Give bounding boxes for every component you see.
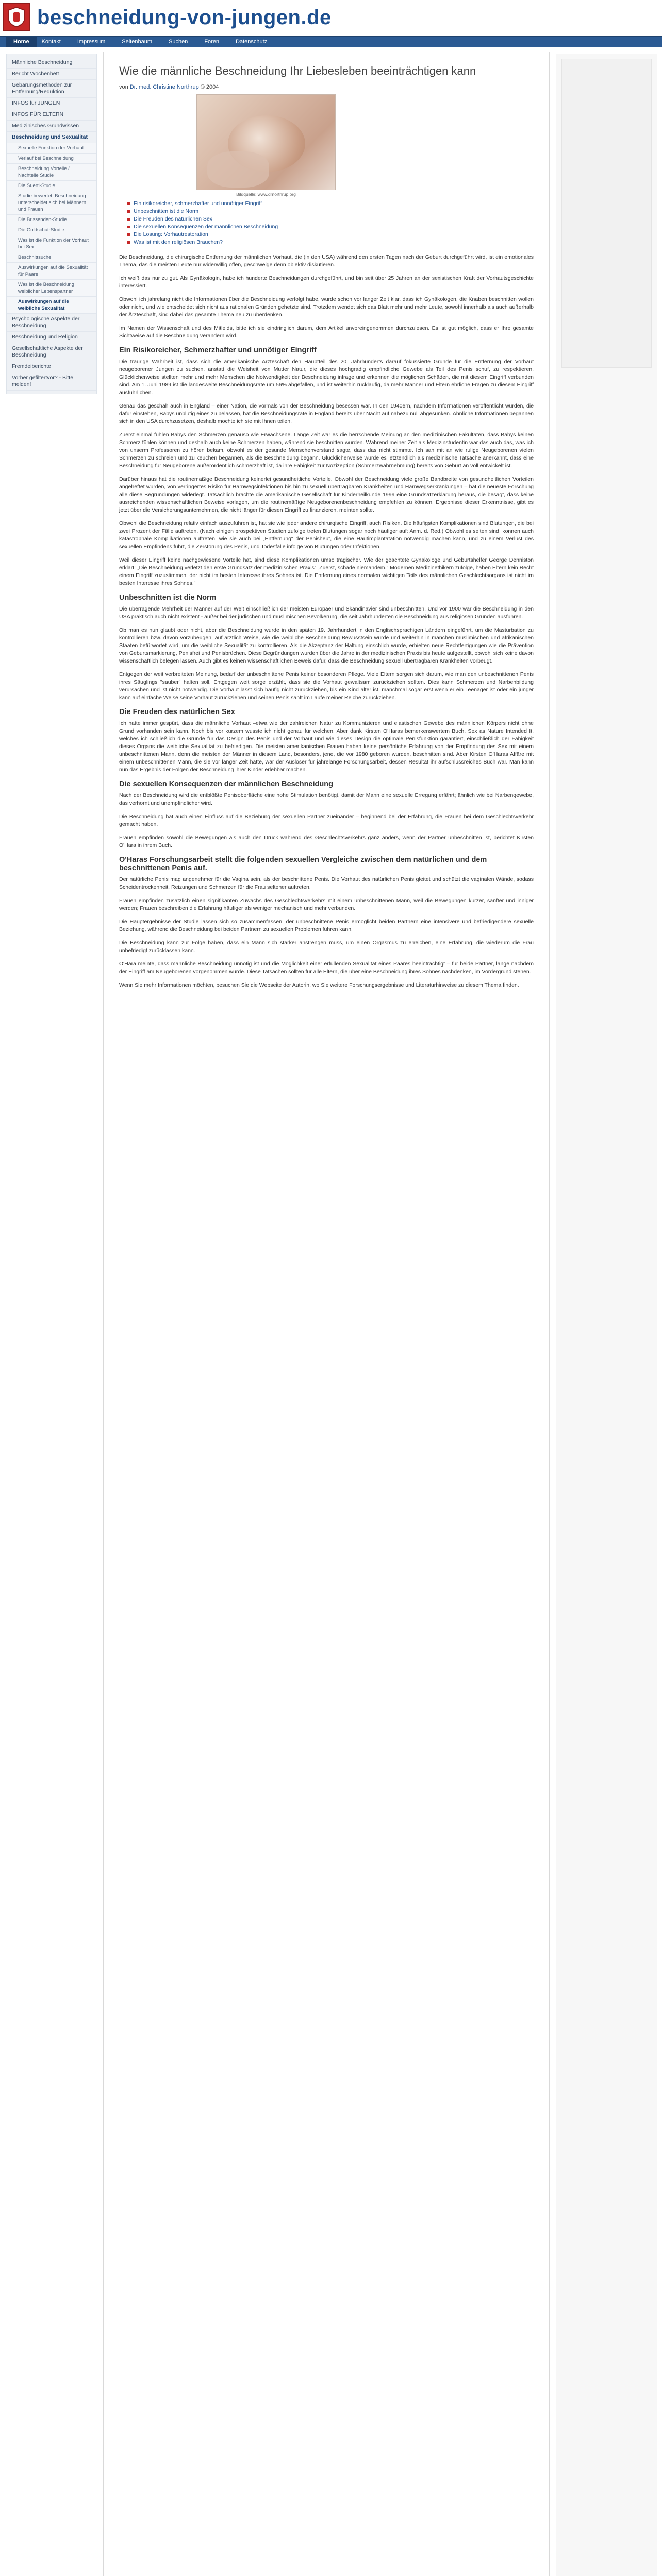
sidebar-subitem[interactable]: Sexuelle Funktion der Vorhaut [7, 143, 96, 154]
section-paragraph: Die überragende Mehrheit der Männer auf der Welt einschließlich der meisten Europäer und Skandinavier sind unbeschnitten. Und vor 1900 war die Beschneidung in den USA praktisch auch nicht existent - außer bei der jüdischen und muslimischen Bevölkerung, die seit Jahrhunderten die Beschneidung aus religiösen Gründen ausführen. [119, 606, 534, 620]
article-photo [196, 94, 336, 190]
section-paragraph: Obwohl die Beschneidung relativ einfach auszuführen ist, hat sie wie jeder andere chirurgische Eingriff, auch Risiken. Die häufigsten Komplikationen sind Blutungen, die bei zwei Prozent der Fälle auftreten. (Nach einigen prospektiven Studien zufolge treten Blutungen sogar noch häufiger auf: Anm. d. Red.) Obwohl es selten sind, können auch katastrophale Komplikationen auftreten, wie sie auch bei „Entfernung" der Penisheut, die eine Hautimplantatation notwendig machen kann, und zu einem Verlust des sexuellen Empfindens führt, die Zerstörung des Penis, und Todesfälle infolge von Blutungen oder Infektionen. [119, 520, 534, 550]
bullet-icon [127, 202, 130, 205]
main-content [103, 52, 550, 2576]
section-paragraph: Nach der Beschneidung wird die entblößte Penisoberfläche eine hohe Stimulation benötigt, damit der Mann eine sexuelle Erregung erfährt; ähnlich wie bei Narbengewebe, das verhornt und unempfindlicher wird. [119, 792, 534, 806]
section-paragraph: Ich hatte immer gespürt, dass die männliche Vorhaut –etwa wie der zahlreichen Natur zu Kommunizieren und elastischen Gewebe des männlichen Körpers nicht ohne Grund vorhanden sein kann. Noch bis vor kurzem wusste ich nicht genau für welchen. Aber dank Kirsten O'Haras bemerkenswertem Buch, Sex as Nature Intended It, welches ich schließlich die Gründe für das Design des Penis und der Vorhaut und wie dieses Design die optimale Penisfunktion garantiert, einschließlich der Fähigkeit dieses Organs die weibliche Sexualität zu befriedigen. Die meisten amerikanischen Frauen haben keine persönliche Erfahrung von der Empfindung des Sex mit einem unbeschnittenen Mann, denn die meisten der Männer in diesem Land, besonders, jene, die vor 1980 geboren wurden, beschnitten sind. Aber Kirsten O'Haras Affäre mit einem unbeschnittenen Mann, die sie vor langer Zeit hatte, war der Auslöser für jahrelange Forschungsarbeit, dessen Resultat ihr aufschlussreiches Buch war. Man kann nun das Ergebnis der Folgen der Beschneidung ihrer Kinder erlebbar machen. [119, 720, 534, 773]
section-paragraph: Ob man es nun glaubt oder nicht, aber die Beschneidung wurde in den späten 19. Jahrhundert in den Englischsprachigen Ländern eingeführt, um die Masturbation zu kontrollieren bzw. davon vorzubeugen, auf ärztlich Weise, wie die weibliche Beschneidung Bewusstsein wurde und weiterhin in manchen muslimischen und afrikanischen Staaten befürwortet wird, um die weibliche Sexualität zu kontrollieren. Als die Akzeptanz der Haltung einschlich wurde, erhielten neue Rechtfertigungen wie die Prävention von Geburtsmarkierung, Penisfrei und Penisbrüchen. Diese Begründungen wurden über die Jahre in der medizinischen Praxis bis heute aufgestellt, obwohl sich keine davon wissenschaftlich belegen lassen. Auch gibt es keinen wissenschaftlichen Beweis dafür, dass die Beschneidung sexuell übertragbaren Krankheiten vorbeugt. [119, 627, 534, 664]
section-paragraph: Die traurige Wahrheit ist, dass sich die amerikanische Ärzteschaft den Hauptteil des 20. Jahrhunderts darauf fokussierte Gründe für die Entfernung der Vorhaut neugeborener Jungen zu suchen, anstatt die Weisheit von Mutter Natur, die dieses hochgradig empfindliche Gewebe als Teil des Penis schuf, zu respektieren. Glücklicherweise stellten mehr und mehr Menschen die Notwendigkeit der Beschneidung infrage und erkennen die möglichen Schäden, die mit diesem Eingriff verbunden sind. Am 1. Juni 1989 ist die landesweite Beschneidungsrate um 56% abgefallen, und ist weiterhin rückläufig, da mehr Männer und Eltern ehrliche Fragen zu diesem Eingriff ausführlichen. [119, 359, 534, 396]
toc-item[interactable]: Unbeschnitten ist die Norm [127, 208, 534, 215]
sidebar-subitem[interactable]: Studie bewertet: Beschneidung unterscheidet sich bei Männern und Frauen [7, 191, 96, 215]
toc-item[interactable]: Die Lösung: Vorhautrestoration [127, 231, 534, 239]
sidebar-item[interactable]: Männliche Beschneidung [7, 57, 96, 69]
toc-item[interactable]: Was ist mit den religiösen Bräuchen? [127, 239, 534, 246]
sidebar-item[interactable]: INFOS für JUNGEN [7, 98, 96, 109]
sidebar-subitem[interactable]: Die Brissenden-Studie [7, 215, 96, 225]
right-column [556, 54, 657, 2576]
sidebar-subitem[interactable]: Was ist die Funktion der Vorhaut bei Sex [7, 235, 96, 252]
bullet-icon [127, 226, 130, 228]
intro-paragraph: Ich weiß das nur zu gut. Als Gynäkologin, habe ich hunderte Beschneidungen durchgeführt, und bin seit über 25 Jahren an der sexistischen Kraft der Vorhautsgeschichte interessiert. [119, 275, 534, 289]
nav-seitenbaum[interactable]: Seitenbaum [122, 39, 152, 45]
section-heading: Die Freuden des natürlichen Sex [119, 708, 235, 716]
sidebar-item[interactable]: Beschneidung und Religion [7, 332, 96, 343]
byline [119, 84, 534, 90]
intro-paragraph: Obwohl ich jahrelang nicht die Informationen über die Beschneidung verfolgt habe, wurde schon vor langer Zeit klar, dass ich Gynäkologen, die Knaben beschnitten wollen oder nicht, und wie entscheidet sich nicht aus rationalen Gründen gehetzte sind. Trotzdem wendet sich das Blatt mehr und mehr Leute, sowohl innerhalb als auch außerhalb der Ärzteschaft, sind dabei das gesamte Thema neu zu überdenken. [119, 296, 534, 318]
section-paragraph: Der natürliche Penis mag angenehmer für die Vagina sein, als der beschnittene Penis. Die Vorhaut des natürlichen Penis gleitet und schützt die vaginalen Wände, sodass Scheidentrockenheit, Reizungen und Schmerzen für die Frau seltener auftreten. [119, 876, 534, 890]
nav-foren[interactable]: Foren [204, 39, 220, 45]
toc-item[interactable]: Die Freuden des natürlichen Sex [127, 215, 534, 223]
bullet-icon [127, 218, 130, 221]
section-heading: O'Haras Forschungsarbeit stellt die folgenden sexuellen Vergleiche zwischen dem natürlichen und dem beschnittenen Penis auf. [119, 856, 487, 872]
sidebar-item[interactable]: Fremdeiberichte [7, 361, 96, 372]
nav-datenschutz[interactable]: Datenschutz [236, 39, 268, 45]
sidebar-menu [6, 54, 97, 394]
shield-logo-icon[interactable] [3, 3, 30, 31]
sidebar-item[interactable]: Gesellschaftliche Aspekte der Beschneidung [7, 343, 96, 361]
section-paragraph: Entgegen der weit verbreiteten Meinung, bedarf der unbeschnittene Penis keiner besonderen Pflege. Viele Eltern sorgen sich darum, wie man den unbeschnittenen Penis ihres Säuglings "sauber" halten soll. Entgegen weit sorge erzählt, dass sie die Vorhaut gewaltsam zurückziehen sollten. Dies kann Schmerzen und Narbenbildung verursachen und ist nicht notwendig. Die Vorhaut lässt sich häufig nicht zurückziehen, bis ein Kind älter ist, manchmal sogar erst wenn er ein Teenager ist oder ein junger kann auf einfache Weise seine Vorhaut zurückziehen und seinen Penis sanft im Laufe meiner Reiche zurückziehen. [119, 671, 534, 701]
nav-impressum[interactable]: Impressum [77, 39, 106, 45]
section-paragraph: Frauen empfinden sowohl die Bewegungen als auch den Druck während des Geschlechtsverkehrs ganz anders, wenn der Partner unbeschnitten ist, berichtet Kirsten O'Hara in ihrem Buch. [119, 835, 534, 849]
closing-paragraph: Die Beschneidung kann zur Folge haben, dass ein Mann sich stärker anstrengen muss, um einen Orgasmus zu erreichen, eine Erfahrung, die wiederum die Frau unbefriedigt zurücklassen kann. [119, 940, 534, 954]
bullet-icon [127, 210, 130, 213]
intro-paragraph: Die Beschneidung, die chirurgische Entfernung der männlichen Vorhaut, die (in den USA) während den ersten Tagen nach der Geburt durchgeführt wird, ist ein emotionales Thema, das die meisten Leute nur widerwillig offen, geschweige denn objektiv diskutieren. [119, 254, 534, 268]
sidebar [6, 54, 97, 394]
nav-home[interactable]: Home [6, 37, 37, 47]
intro-paragraph: Im Namen der Wissenschaft und des Mitleids, bitte ich sie eindringlich darum, dem Artikel unvoreingenommen durchzulesen. Es ist gut möglich, dass er Ihre gesamte Sichtweise auf die Beschneidung verändern wird. [119, 325, 534, 339]
shield-logo-icon-graphic [6, 6, 27, 28]
closing-paragraph: Wenn Sie mehr Informationen möchten, besuchen Sie die Webseite der Autorin, wo Sie weitere Forschungsergebnisse und Literaturhinweise zu diesem Thema finden. [119, 982, 519, 988]
sidebar-item[interactable]: Vorher gefiltertvor? - Bitte melden! [7, 372, 96, 391]
sidebar-subitem[interactable]: Verlauf bei Beschneidung [7, 154, 96, 164]
author-link[interactable]: Dr. med. Christine Northrup [129, 84, 199, 90]
toc-item[interactable]: Die sexuellen Konsequenzen der männlichen Beschneidung [127, 223, 534, 231]
section-paragraph: Zuerst einmal fühlen Babys den Schmerzen genauso wie Erwachsene. Lange Zeit war es die herrschende Meinung an den medizinischen Fakultäten, dass Babys keinen Schmerz fühlen können und deshalb auch keine Schmerzen haben, während sie beschnitten wurden. Während meiner Zeit als Medizinstudentin war das auch das, was ich von unserm Professoren zu hören bekam, obwohl es der gesunde Menschenverstand sagte, dass das nicht stimmte. Ich sah mit an wie rulige Neugeborenen vielen Schmerzen zu schreien und zu keuchen begannen, als die Beschneidung begann. Glücklicherweise wurde es letztendlich als medizinische Tatsache anerkannt, dass eine Beschneidung für Neugeborene außerordentlich schmerzhaft ist, da ihre Fähigkeit zur Nozizeption (Schmerzwahrnehmung) bereits von Geburt an voll entwickelt ist. [119, 432, 534, 469]
sidebar-subitem-active[interactable]: Auswirkungen auf die weibliche Sexualität [7, 297, 96, 314]
section-paragraph: Darüber hinaus hat die routinemäßige Beschneidung keinerlei gesundheitliche Vorteile. Obwohl der Beschneidung viele große Bandbreite von gesundheitlichen Vorteilen angeheftet wurden, von verringertes Risiko für Harnwegsinfektionen bis hin zu sexuell übertragbaren Krankheiten und Harnwegserkrankungen – hat die neueste Forschung alle diese Begründungen widerlegt. Tatsächlich brachte die amerikanische Gesellschaft für Kinderheilkunde 1999 eine Grundsatzerklärung heraus, die besagt, dass keine ausreichenden wissenschaftlichen Beweise vorlagen, um die routinemäßige Neugeborenenbeschneidung empfehlen zu können. Ergebnisse dieser Erkenntnisse, gibt es jetzt über die Versicherungsunternehmen, die nicht länger für diesen Eingriff zu finanzieren, meinten sollte. [119, 476, 534, 513]
sidebar-subitem[interactable]: Beschnittsuche [7, 252, 96, 263]
sidebar-subitem[interactable]: Die Suerti-Studie [7, 181, 96, 191]
sidebar-subitem[interactable]: Die Goldschut-Studie [7, 225, 96, 235]
nav-suchen[interactable]: Suchen [169, 39, 188, 45]
sidebar-subitem[interactable]: Auswirkungen auf die Sexualität für Paare [7, 263, 96, 280]
nav-kontakt[interactable]: Kontakt [41, 39, 61, 45]
bullet-icon [127, 233, 130, 236]
bullet-icon [127, 241, 130, 244]
section-paragraph: Weil dieser Eingriff keine nachgewiesene Vorteile hat, sind diese Komplikationen umso tragischer. Wie der geachtete Gynäkologe und Geburtshelfer George Denniston erklärt: „Die Beschneidung verletzt den erste Grundsatz der medizinischen Praxis: „Zuerst, schade niemandem." Modernen Medizinethikern zufolge, haben Eltern kein Recht einem Eingriff zuzustimmen, der nicht im besten Interesse ihres Sohnes ist. Die Entfernung eines normalen wichtigen Teils des männlichen Geschlechtsorgans ist nicht im besten Interesse ihres Sohnes." [119, 557, 534, 586]
section-paragraph: Genau das geschah auch in England – einer Nation, die vormals von der Beschneidung besessen war. In den 1940ern, nachdem Informationen veröffentlicht wurden, die dafür einstehen, Babys unblutig eines zu belassen, hat die Beschneidungsrate in England bereits über Nacht auf nahezu null abgesunken. Ähnliche Informationen begannen sich in den USA durchzusetzen, deshalb möchte ich sie mit Ihnen teilen. [119, 403, 534, 425]
sidebar-subitem[interactable]: Was ist die Beschneidung weiblicher Lebenspartner [7, 280, 96, 297]
byline-suffix: © 2004 [200, 84, 219, 90]
sidebar-item[interactable]: Medizinisches Grundwissen [7, 121, 96, 132]
table-of-contents [127, 200, 534, 246]
sidebar-subitem[interactable]: Beschneidung Vorteile / Nachteile Studie [7, 164, 96, 181]
sidebar-item[interactable]: Bericht Wochenbett [7, 69, 96, 80]
section-paragraph: Die Beschneidung hat auch einen Einfluss auf die Beziehung der sexuellen Partner zueinander – beginnend bei der Erfahrung, die Frauen bei dem Geschlechtsverkehr gemacht haben. [119, 814, 534, 827]
closing-paragraph: O'Hara meinte, dass männliche Beschneidung unnötig ist und die Möglichkeit einer erfüllenden Sexualität eines Paares beeinträchtigt – für beide Partner, lange nachdem der Eingriff am Neugeborenen vorgenommen wurde. Diese Tatsachen sollten für alle Eltern, die über eine Beschneidung ihres Sohnes nachdenken, im Vordergrund stehen. [119, 961, 534, 975]
site-title[interactable]: beschneidung-von-jungen.de [37, 6, 332, 29]
article-figure [196, 94, 336, 197]
figure-caption: Bildquelle: www.drnorthrup.org [236, 192, 296, 197]
site-header [0, 0, 662, 36]
section-heading: Ein Risikoreicher, Schmerzhafter und unnötiger Eingriff [119, 346, 317, 354]
main-navigation [0, 36, 662, 47]
section-heading: Die sexuellen Konsequenzen der männlichen Beschneidung [119, 780, 333, 788]
sidebar-item[interactable]: Gebärungsmethoden zur Entfernung/Reduktion [7, 80, 96, 98]
section-heading: Unbeschnitten ist die Norm [119, 594, 217, 602]
sidebar-item-active[interactable]: Beschneidung und Sexualität [7, 132, 96, 143]
sidebar-item[interactable]: INFOS FÜR ELTERN [7, 109, 96, 121]
section-paragraph: Frauen empfinden zusätzlich einen signifikanten Zuwachs des Geschlechtsverkehrs mit einem unbeschnittenen Mann, weil die Bewegungen kürzer, sanfter und inniger werden; Frauen beschreiben die Erfahrung häufiger als weniger mechanisch und mehr verbunden. [119, 897, 534, 911]
byline-prefix: von [119, 84, 128, 90]
page-title: Wie die männliche Beschneidung Ihr Liebesleben beeinträchtigen kann [119, 64, 476, 77]
sidebar-item[interactable]: Psychologische Aspekte der Beschneidung [7, 314, 96, 332]
section-paragraph: Die Hauptergebnisse der Studie lassen sich so zusammenfassen: der unbeschnittene Penis ermöglicht beiden Partnern eine intensivere und befriedigendere sexuelle Beziehung, während die Beschneidung bei beiden Partnern zu sexuellen Problemen führen kann. [119, 919, 534, 933]
right-column-panel [561, 59, 652, 368]
toc-item[interactable]: Ein risikoreicher, schmerzhafter und unnötiger Eingriff [127, 200, 534, 208]
